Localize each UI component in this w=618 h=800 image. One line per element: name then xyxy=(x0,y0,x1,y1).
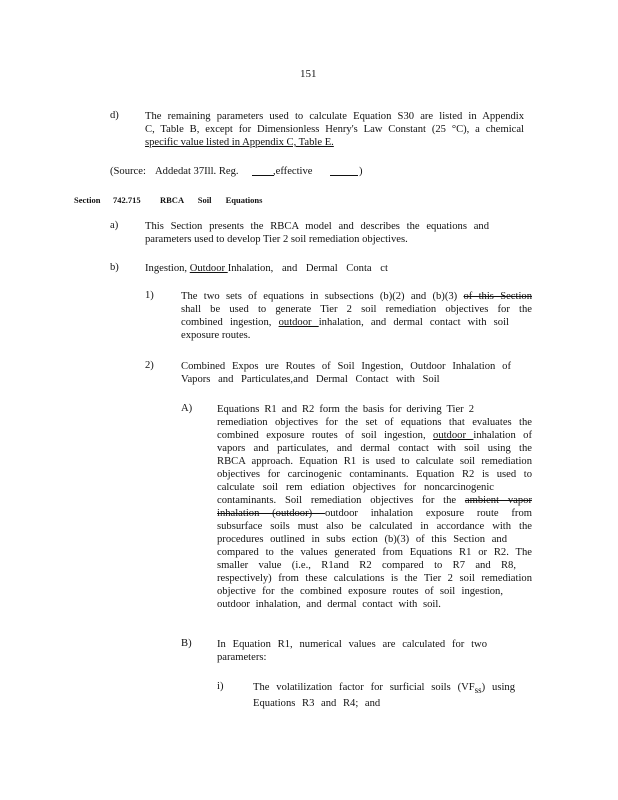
paragraph-d-line-2: C, Table B, except for Dimensionless Henry's Law Constant (25 °C), a chemical xyxy=(145,124,524,135)
paragraph-A-line-7: calculate soil rem ediation objectives for noncarcinogenic xyxy=(217,482,494,493)
source-label: (Source: xyxy=(110,166,146,177)
paragraph-b1-struck-text: of this Section xyxy=(463,291,532,302)
paragraph-B xyxy=(217,638,487,664)
paragraph-b-post: Inhalation, and Dermal Conta ct xyxy=(227,263,388,274)
paragraph-A-line-5: RBCA approach. Equation R1 is used to calculate soil remediation xyxy=(217,456,532,467)
paragraph-B-line-1: In Equation R1, numerical values are calculated for two xyxy=(217,639,487,650)
paragraph-b2 xyxy=(181,360,511,386)
paragraph-A-line-3-pre: combined exposure routes of soil ingestion, xyxy=(217,430,434,441)
paragraph-b2-line-2: Vapors and Particulates,and Dermal Contact with Soil xyxy=(181,374,440,385)
source-effective: ,effective xyxy=(273,166,313,177)
paragraph-A-line-8 xyxy=(217,494,532,507)
paragraph-A-line-15: objective for the combined exposure routes of soil ingestion, xyxy=(217,586,503,597)
paragraph-A-line-12: compared to the values generated from Equations R1 or R2. The xyxy=(217,547,532,558)
paragraph-d-line-3: specific value listed in Appendix C, Table E. xyxy=(145,137,334,148)
paragraph-i-line-1-post: ) using xyxy=(481,682,515,693)
paragraph-A-line-4: vapors and particulates, and dermal contact with soil using the xyxy=(217,443,532,454)
paragraph-d xyxy=(145,110,524,149)
paragraph-b1-line-1 xyxy=(181,290,532,303)
paragraph-A-line-14: respectively) from these calculations is the Tier 2 soil remediation xyxy=(217,573,532,584)
paragraph-A-line-13: smaller value (i.e., R1and R2 compared to R7 and R8, xyxy=(217,560,516,571)
paragraph-A-line-2: remediation objectives for the set of equations that evaluates the xyxy=(217,417,532,428)
paragraph-b1-line-3 xyxy=(181,316,509,329)
paragraph-A-line-10: subsurface soils must also be calculated in accordance with the xyxy=(217,521,532,532)
paragraph-b-underlined: Outdoor xyxy=(189,263,228,274)
paragraph-b1-line-3-post: inhalation, and dermal contact with soil xyxy=(318,317,509,328)
paragraph-A-line-9-post: outdoor inhalation exposure route from xyxy=(324,508,532,519)
paragraph-d-line-1: The remaining parameters used to calculate Equation S30 are listed in Appendix xyxy=(145,111,524,122)
source-blank-2 xyxy=(330,165,358,180)
paragraph-b2-line-1: Combined Expos ure Routes of Soil Ingestion, Outdoor Inhalation of xyxy=(181,361,511,372)
paragraph-i-line-2: Equations R3 and R4; and xyxy=(253,698,381,710)
source-close: ) xyxy=(359,166,363,177)
item-marker-A: A) xyxy=(181,403,193,414)
paragraph-i xyxy=(253,681,515,710)
source-blank-1 xyxy=(252,165,274,180)
paragraph-A-line-1: Equations R1 and R2 form the basis for deriving Tier 2 xyxy=(217,404,474,415)
source-text: Addedat 37Ill. Reg. xyxy=(155,166,239,177)
item-marker-d: d) xyxy=(110,110,119,121)
item-marker-b: b) xyxy=(110,262,119,273)
paragraph-a-line-1: This Section presents the RBCA model and describes the equations and xyxy=(145,221,489,232)
paragraph-i-subscript: ss xyxy=(474,685,482,696)
paragraph-A-line-3-post: inhalation of xyxy=(473,430,532,441)
paragraph-A-line-9-struck: inhalation (outdoor) xyxy=(217,508,325,519)
paragraph-b1-line-3-underlined: outdoor xyxy=(278,317,319,328)
paragraph-A-line-16: outdoor inhalation, and dermal contact with soil. xyxy=(217,599,441,610)
paragraph-A-line-8-struck: ambient vapor xyxy=(464,495,532,506)
paragraph-b1-line-4: exposure routes. xyxy=(181,330,251,341)
paragraph-b1-line-1-text: The two sets of equations in subsections (b)(2) and (b)(3) xyxy=(181,291,464,302)
section-label: Section xyxy=(74,195,101,205)
section-number: 742.715 xyxy=(113,195,141,205)
paragraph-b1-line-3-pre: combined ingestion, xyxy=(181,317,279,328)
paragraph-A-line-3 xyxy=(217,429,532,442)
paragraph-B-line-2: parameters: xyxy=(217,652,267,663)
paragraph-A-line-3-underlined: outdoor xyxy=(433,430,474,441)
item-marker-B: B) xyxy=(181,638,192,649)
paragraph-A xyxy=(217,403,532,611)
section-title: RBCA Soil Equations xyxy=(160,195,263,205)
paragraph-A-line-9 xyxy=(217,507,532,520)
paragraph-b-pre: Ingestion, xyxy=(145,263,190,274)
paragraph-b1-line-2: shall be used to generate Tier 2 soil remediation objectives for the xyxy=(181,304,532,315)
paragraph-a xyxy=(145,220,489,246)
item-marker-a: a) xyxy=(110,220,119,231)
item-marker-b2: 2) xyxy=(145,360,154,371)
paragraph-i-line-1 xyxy=(253,681,515,697)
paragraph-A-line-11: procedures outlined in subs ection (b)(3) of this Section and xyxy=(217,534,507,545)
paragraph-b1 xyxy=(181,290,532,342)
paragraph-b-heading xyxy=(145,262,388,275)
paragraph-A-line-8-pre: contaminants. Soil remediation objectives for the xyxy=(217,495,465,506)
paragraph-a-line-2: parameters used to develop Tier 2 soil remediation objectives. xyxy=(145,234,408,245)
page-number: 151 xyxy=(300,68,317,80)
paragraph-i-line-1-pre: The volatilization factor for surficial soils (VF xyxy=(253,682,475,693)
item-marker-b1: 1) xyxy=(145,290,154,301)
item-marker-i: i) xyxy=(217,681,224,692)
paragraph-A-line-6: objectives for carcinogenic contaminants. Equation R2 is used to xyxy=(217,469,532,480)
